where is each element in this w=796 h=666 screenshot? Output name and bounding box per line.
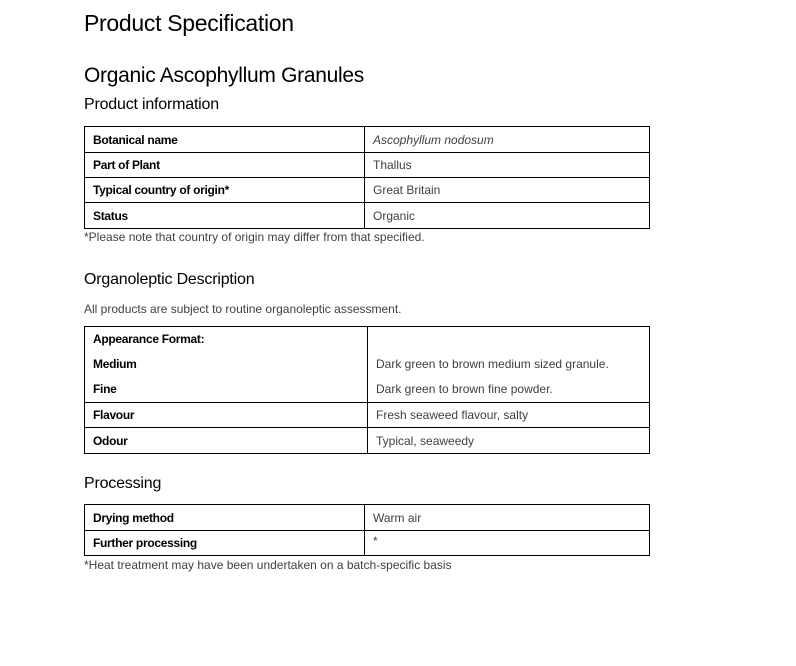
- row-label: Drying method: [85, 505, 365, 531]
- processing-heading: Processing: [84, 475, 162, 492]
- table-row: [85, 428, 650, 454]
- appearance-fine-value: Dark green to brown fine powder.: [376, 382, 553, 396]
- row-label: Part of Plant: [85, 153, 365, 178]
- row-value: *: [365, 531, 650, 556]
- row-value: Organic: [365, 203, 650, 229]
- table-row: [85, 403, 650, 428]
- table-row: [85, 531, 650, 556]
- row-label: Flavour: [85, 403, 368, 428]
- heat-treatment-footnote: *Heat treatment may have been undertaken on a batch-specific basis: [84, 558, 452, 572]
- row-value: Fresh seaweed flavour, salty: [368, 403, 650, 428]
- table-row: [85, 153, 650, 178]
- organoleptic-intro: All products are subject to routine organoleptic assessment.: [84, 302, 402, 316]
- processing-table: [84, 504, 650, 556]
- origin-footnote: *Please note that country of origin may differ from that specified.: [84, 230, 425, 244]
- table-row: [85, 505, 650, 531]
- row-value: Thallus: [365, 153, 650, 178]
- row-value: Warm air: [365, 505, 650, 531]
- organoleptic-heading: Organoleptic Description: [84, 271, 255, 288]
- document-title: Product Specification: [84, 10, 294, 36]
- appearance-medium-label: Medium: [93, 357, 137, 371]
- appearance-medium-value: Dark green to brown medium sized granule.: [376, 357, 609, 371]
- table-row: [85, 178, 650, 203]
- row-label: Botanical name: [85, 127, 365, 153]
- appearance-fine-label: Fine: [93, 382, 117, 396]
- appearance-format-label: Appearance Format:: [93, 332, 205, 346]
- product-information-heading: Product information: [84, 96, 219, 113]
- row-label: Typical country of origin*: [85, 178, 365, 203]
- table-row: [85, 327, 650, 403]
- row-label: Odour: [85, 428, 368, 454]
- row-label: Status: [85, 203, 365, 229]
- row-value: Typical, seaweedy: [368, 428, 650, 454]
- organoleptic-table: [84, 326, 650, 454]
- table-row: [85, 203, 650, 229]
- row-value: Great Britain: [365, 178, 650, 203]
- row-value: Ascophyllum nodosum: [365, 127, 650, 153]
- table-row: [85, 127, 650, 153]
- product-name: Organic Ascophyllum Granules: [84, 64, 364, 87]
- row-label: Further processing: [85, 531, 365, 556]
- product-information-table: [84, 126, 650, 229]
